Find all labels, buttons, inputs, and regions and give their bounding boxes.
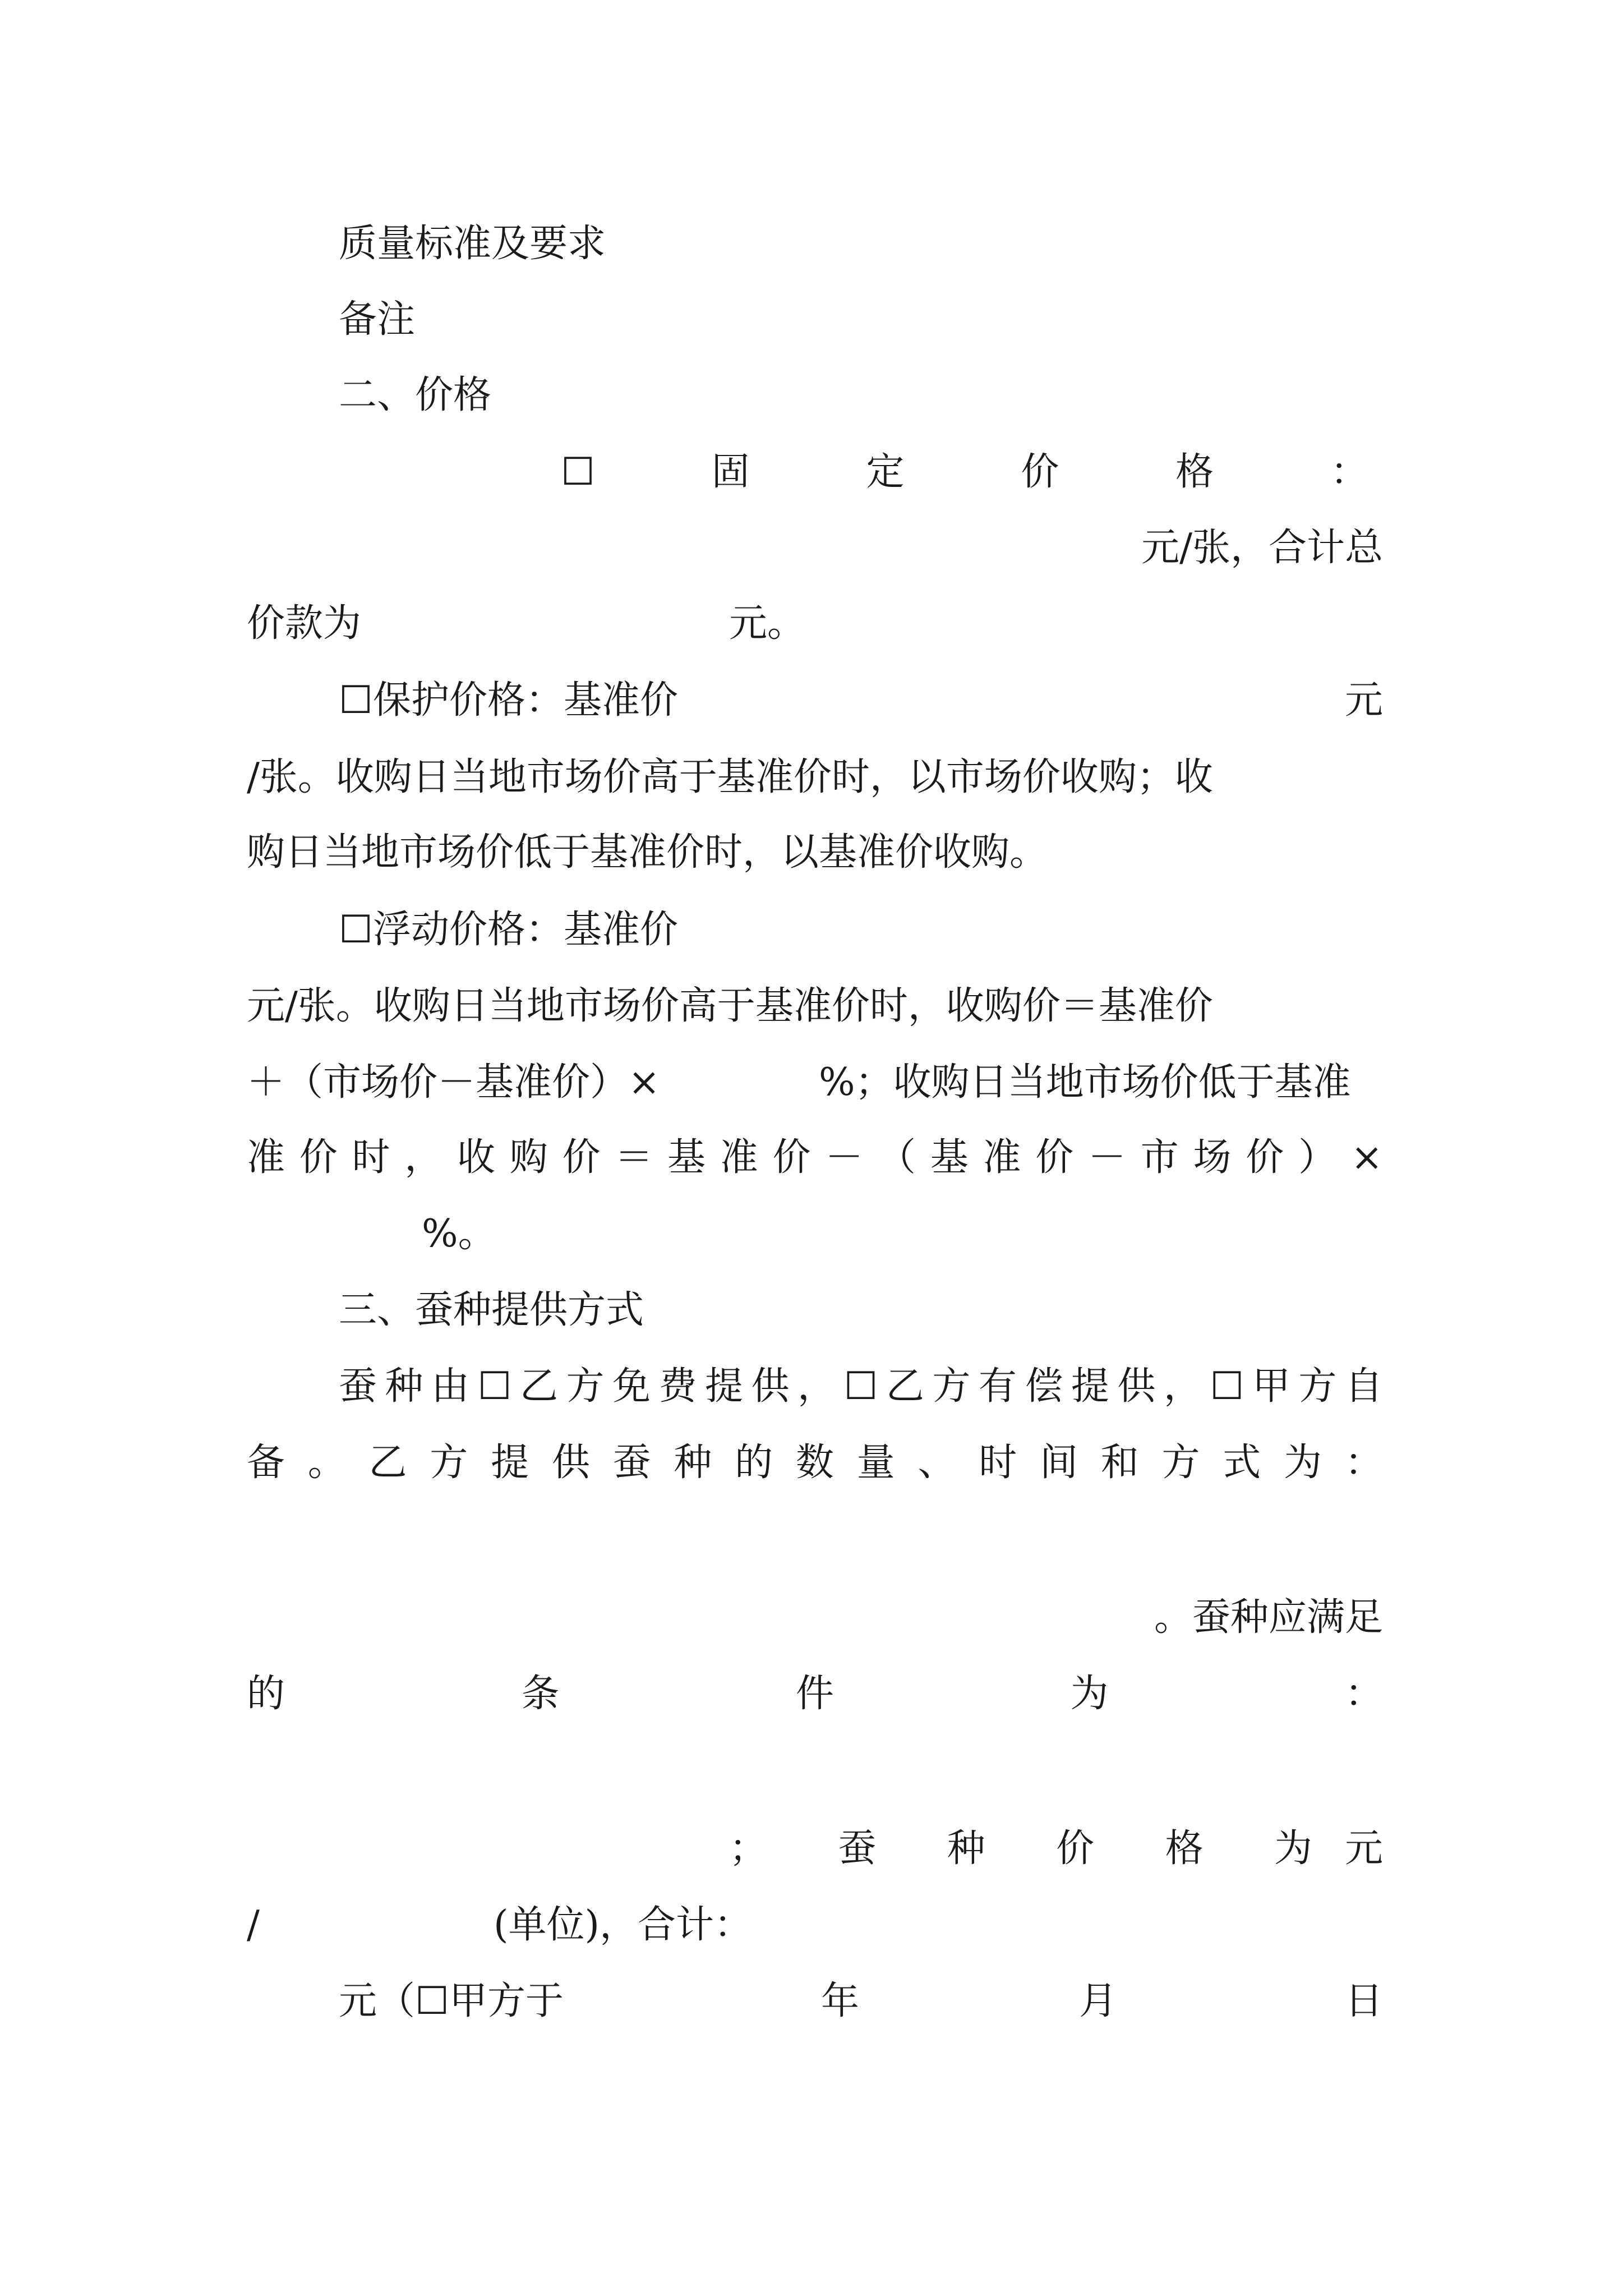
line-quality-standard: 质量标准及要求	[339, 222, 606, 266]
checkbox-free-supply[interactable]: ☐	[477, 1364, 512, 1409]
line-floating-rule-2: ＋（市场价－基准价）× %；收购日当地市场价低于基准	[247, 1060, 1351, 1105]
line-egg-unit-total: / (单位)，合计：	[247, 1903, 753, 1947]
line-protective-rule-2: 购日当地市场价低于基准价时，以基准价收购。	[247, 830, 1048, 875]
line-protective-price: ☐保护价格：基准价 元	[339, 678, 1383, 723]
line-floating-rule-1: 元/张。收购日当地市场价高于基准价时，收购价＝基准价	[247, 984, 1213, 1028]
line-egg-conditions-lead: 。蚕种应满足	[1154, 1595, 1383, 1640]
protective-price-label[interactable]: ☐保护价格：基准价	[339, 678, 678, 723]
line-total-price: 价款为 元。	[247, 601, 806, 646]
line-protective-rule-1: /张。收购日当地市场价高于基准价时，以市场价收购；收	[247, 755, 1213, 799]
section-heading-price: 二、价格	[339, 373, 492, 417]
checkbox-party-a-pay[interactable]: 元（☐甲方于	[339, 1979, 564, 2023]
line-egg-supply-options: 蚕 种 由 ☐ 乙 方 免 费 提 供 ， ☐ 乙 方 有 偿 提 供 ， ☐ 甲 方 自	[339, 1353, 1383, 1420]
line-unit-total: 元/张，合计总	[1141, 526, 1383, 570]
line-remarks: 备注	[339, 297, 416, 342]
checkbox-paid-supply[interactable]: ☐	[843, 1364, 878, 1409]
line-percent: %。	[422, 1212, 496, 1256]
line-floating-rule-3: 准 价 时 ， 收 购 价 ＝ 基 准 价 － （ 基 准 价 － 市 场 价 ） ×	[247, 1135, 1383, 1180]
checkbox-fixed-price[interactable]: ☐	[561, 450, 595, 494]
line-egg-conditions: 的 条 件 为 ：	[247, 1672, 1383, 1716]
section-heading-silkworm-eggs: 三、蚕种提供方式	[339, 1288, 644, 1332]
line-egg-supply-terms: 备 。 乙 方 提 供 蚕 种 的 数 量 、 时 间 和 方 式 为 ：	[247, 1441, 1383, 1485]
line-payment-date: 元（☐甲方于 年 月 日	[339, 1968, 1383, 2035]
line-floating-price[interactable]: ☐浮动价格：基准价	[339, 908, 678, 952]
checkbox-self-provided[interactable]: ☐	[1210, 1364, 1244, 1409]
line-fixed-price: ☐ 固 定 价 格 ：	[561, 439, 1368, 506]
line-egg-price: ； 蚕 种 价 格 为 元	[729, 1826, 1383, 1871]
